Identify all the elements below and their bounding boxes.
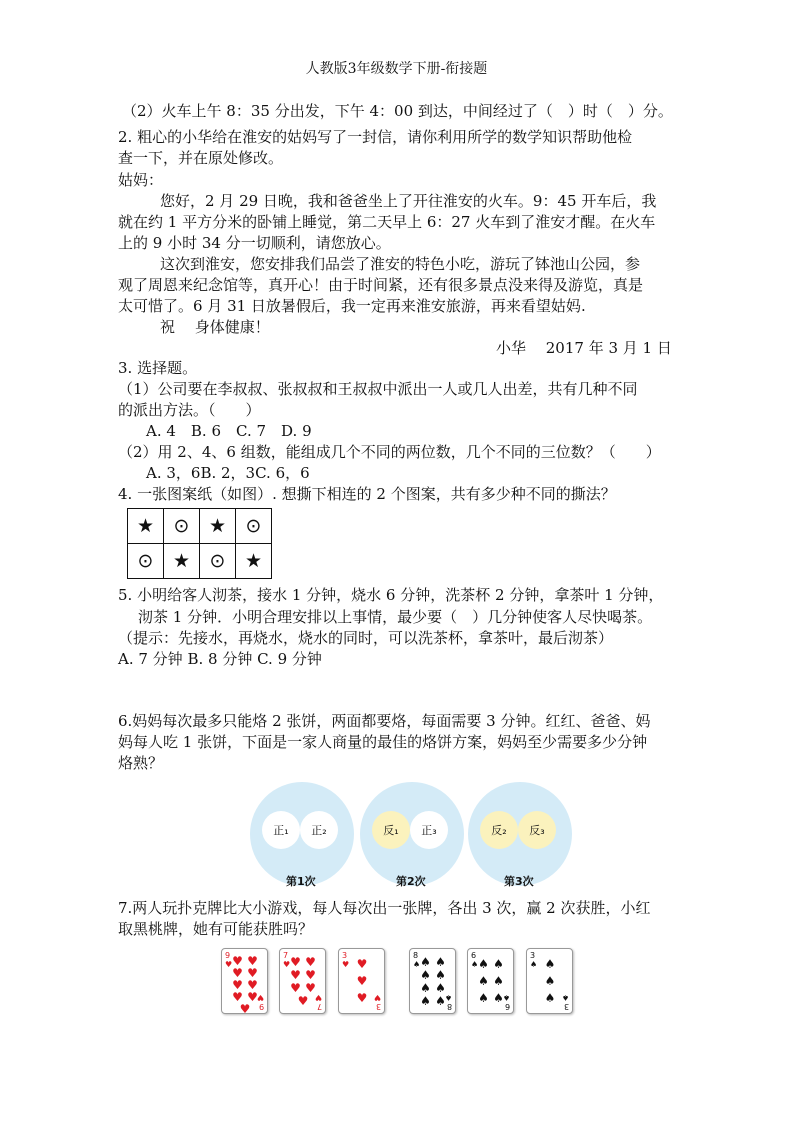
pancake: 正₂ — [300, 811, 338, 849]
pan-label: 第2次 — [396, 875, 426, 888]
card-pip-spade-icon: ♠ — [478, 991, 489, 1006]
q7-line2: 取黑桃牌，她有可能获胜吗？ — [118, 920, 314, 938]
q6-line3: 烙熟？ — [118, 754, 164, 772]
card-hearts-9 — [221, 948, 268, 1014]
card-pip-heart-icon: ♥ — [247, 978, 258, 992]
card-pip-spade-icon: ♠ — [435, 993, 446, 1008]
card-pip-heart-icon: ♥ — [356, 956, 368, 971]
letter-greeting: 姑妈： — [118, 171, 164, 189]
q5-options: A. 7 分钟 B. 8 分钟 C. 9 分钟 — [118, 650, 322, 668]
card-pip-heart-icon: ♥ — [356, 973, 368, 988]
q6-line2: 妈每人吃 1 张饼，下面是一家人商量的最佳的烙饼方案，妈妈至少需要多少分钟 — [118, 733, 648, 751]
card-spades-6 — [467, 948, 514, 1014]
grid-row — [128, 544, 272, 579]
page-header: 人教版3年级数学下册-衔接题 — [305, 61, 488, 77]
card-rank: 7 ♥ — [314, 993, 322, 1011]
pancake: 反₂ — [480, 811, 518, 849]
card-pips — [347, 955, 377, 1007]
q6-line1: 6.妈妈每次最多只能烙 2 张饼，两面都要烙，每面需要 3 分钟。红红、爸爸、妈 — [118, 712, 651, 730]
q3-1-line1: （1）公司要在李叔叔、张叔叔和王叔叔中派出一人或几人出差，共有几种不同 — [118, 380, 638, 398]
card-pips — [288, 955, 318, 1007]
pancake: 正₁ — [262, 811, 300, 849]
q3-title: 3. 选择题。 — [118, 359, 198, 377]
q5-hint: （提示：先接水，再烧水，烧水的同时，可以洗茶杯，拿茶叶，最后沏茶） — [118, 629, 614, 647]
card-pip-spade-icon: ♠ — [493, 973, 504, 988]
card-pips — [535, 955, 565, 1007]
card-pip-spade-icon: ♠ — [478, 956, 489, 971]
card-pip-spade-icon: ♠ — [493, 991, 504, 1006]
q3-1-line2: 的派出方法。（ ） — [118, 401, 261, 419]
card-pip-spade-icon: ♠ — [478, 973, 489, 988]
card-spades-3 — [526, 948, 573, 1014]
card-rank: 8 ♠ — [413, 951, 421, 969]
letter-p2-line1: 这次到淮安，您安排我们品尝了淮安的特色小吃，游玩了钵池山公园，参 — [160, 255, 641, 273]
pan-label: 第1次 — [286, 875, 316, 888]
q2-line1: 2. 粗心的小华给在淮安的姑妈写了一封信，请你利用所学的数学知识帮助他检 — [118, 128, 633, 146]
q3-1-options: A. 4 B. 6 C. 7 D. 9 — [146, 422, 312, 440]
card-pip-heart-icon: ♥ — [290, 980, 301, 995]
card-pip-spade-icon: ♠ — [435, 980, 446, 995]
card-hearts-3 — [338, 948, 385, 1014]
card-pip-spade-icon: ♠ — [435, 967, 446, 982]
card-rank: 9 ♥ — [256, 993, 264, 1011]
q1-part2: （2）火车上午 8：35 分出发，下午 4：00 到达，中间经过了（ ）时（ ）分。 — [122, 102, 673, 120]
letter-closing: 祝 身体健康！ — [160, 318, 270, 336]
card-pip-heart-icon: ♥ — [305, 967, 316, 982]
card-rank: 6 ♠ — [502, 993, 510, 1011]
card-pip-spade-icon: ♠ — [420, 993, 431, 1008]
q7-line1: 7.两人玩扑克牌比大小游戏，每人每次出一张牌，各出 3 次，赢 2 次获胜，小红 — [118, 899, 651, 917]
card-rank: 3 ♠ — [530, 951, 538, 969]
grid-cell: ★ — [128, 509, 164, 544]
card-pip-heart-icon: ♥ — [232, 954, 243, 968]
grid-cell: ★ — [164, 544, 200, 579]
q3-2-options: A. 3，6B. 2，3C. 6，6 — [146, 464, 310, 482]
card-pip-spade-icon: ♠ — [493, 956, 504, 971]
card-pip-heart-icon: ♥ — [247, 990, 258, 1004]
card-rank: 3 ♠ — [561, 993, 569, 1011]
card-pip-heart-icon: ♥ — [305, 980, 316, 995]
q2-line2: 查一下，并在原处修改。 — [118, 149, 284, 167]
card-pip-spade-icon: ♠ — [544, 991, 556, 1006]
card-pip-spade-icon: ♠ — [420, 967, 431, 982]
card-rank: 8 ♠ — [444, 993, 452, 1011]
card-pip-heart-icon: ♥ — [290, 967, 301, 982]
card-rank: 7 ♥ — [283, 951, 291, 969]
q3-2-line: （2）用 2、4、6 组数，能组成几个不同的两位数，几个不同的三位数？（ ） — [118, 443, 661, 461]
card-pip-spade-icon: ♠ — [420, 954, 431, 969]
card-pip-heart-icon: ♥ — [247, 966, 258, 980]
grid-row — [128, 509, 272, 544]
letter-p1-line1: 您好，2 月 29 日晚，我和爸爸坐上了开往淮安的火车。9：45 开车后，我 — [160, 192, 657, 210]
card-pip-spade-icon: ♠ — [420, 980, 431, 995]
pattern-grid — [127, 508, 272, 579]
grid-cell: ⊙ — [128, 544, 164, 579]
grid-cell: ⊙ — [200, 544, 236, 579]
pancake: 正₃ — [410, 811, 448, 849]
card-pip-spade-icon: ♠ — [544, 956, 556, 971]
q5-line2: 沏茶 1 分钟．小明合理安排以上事情，最少要（ ）几分钟使客人尽快喝茶。 — [138, 608, 653, 626]
q5-line1: 5. 小明给客人沏茶，接水 1 分钟，烧水 6 分钟，洗茶杯 2 分钟，拿茶叶 1 分钟， — [118, 586, 664, 604]
card-pips — [476, 955, 506, 1007]
pan-round-2 — [360, 782, 464, 886]
grid-cell: ★ — [200, 509, 236, 544]
letter-p2-line3: 太可惜了。6 月 31 日放暑假后，我一定再来淮安旅游，再来看望姑妈. — [118, 297, 586, 315]
letter-p2-line2: 观了周恩来纪念馆等，真开心！由于时间紧，还有很多景点没来得及游览，真是 — [118, 276, 644, 294]
pan-round-1 — [250, 782, 354, 886]
card-rank: 9 ♥ — [225, 951, 233, 969]
card-pip-heart-icon: ♥ — [290, 954, 301, 969]
letter-signature: 小华 2017 年 3 月 1 日 — [496, 339, 672, 357]
card-hearts-7 — [279, 948, 326, 1014]
card-rank: 6 ♠ — [471, 951, 479, 969]
card-pip-heart-icon: ♥ — [232, 966, 243, 980]
card-pip-heart-icon: ♥ — [247, 954, 258, 968]
card-pip-heart-icon: ♥ — [232, 978, 243, 992]
card-pip-heart-icon: ♥ — [356, 991, 368, 1006]
grid-cell: ★ — [236, 544, 272, 579]
grid-cell: ⊙ — [164, 509, 200, 544]
q4-line: 4. 一张图案纸（如图）. 想撕下相连的 2 个图案，共有多少种不同的撕法？ — [118, 485, 616, 503]
pan-label: 第3次 — [504, 875, 534, 888]
card-spades-8 — [409, 948, 456, 1014]
pan-round-3 — [468, 782, 572, 886]
card-pip-spade-icon: ♠ — [544, 973, 556, 988]
pancake: 反₁ — [372, 811, 410, 849]
card-pip-heart-icon: ♥ — [305, 954, 316, 969]
card-pips — [418, 955, 448, 1007]
letter-p1-line2: 就在约 1 平方分米的卧铺上睡觉，第二天早上 6：27 火车到了淮安才醒。在火车 — [118, 213, 656, 231]
card-rank: 3 ♥ — [373, 993, 381, 1011]
letter-p1-line3: 上的 9 小时 34 分一切顺利，请您放心。 — [118, 234, 391, 252]
pancake: 反₃ — [518, 811, 556, 849]
card-pip-spade-icon: ♠ — [435, 954, 446, 969]
card-pip-heart-icon: ♥ — [297, 993, 309, 1008]
card-rank: 3 ♥ — [342, 951, 350, 969]
grid-cell: ⊙ — [236, 509, 272, 544]
card-pips — [230, 954, 260, 1016]
card-pip-heart-icon: ♥ — [239, 1002, 251, 1016]
card-pip-heart-icon: ♥ — [232, 990, 243, 1004]
